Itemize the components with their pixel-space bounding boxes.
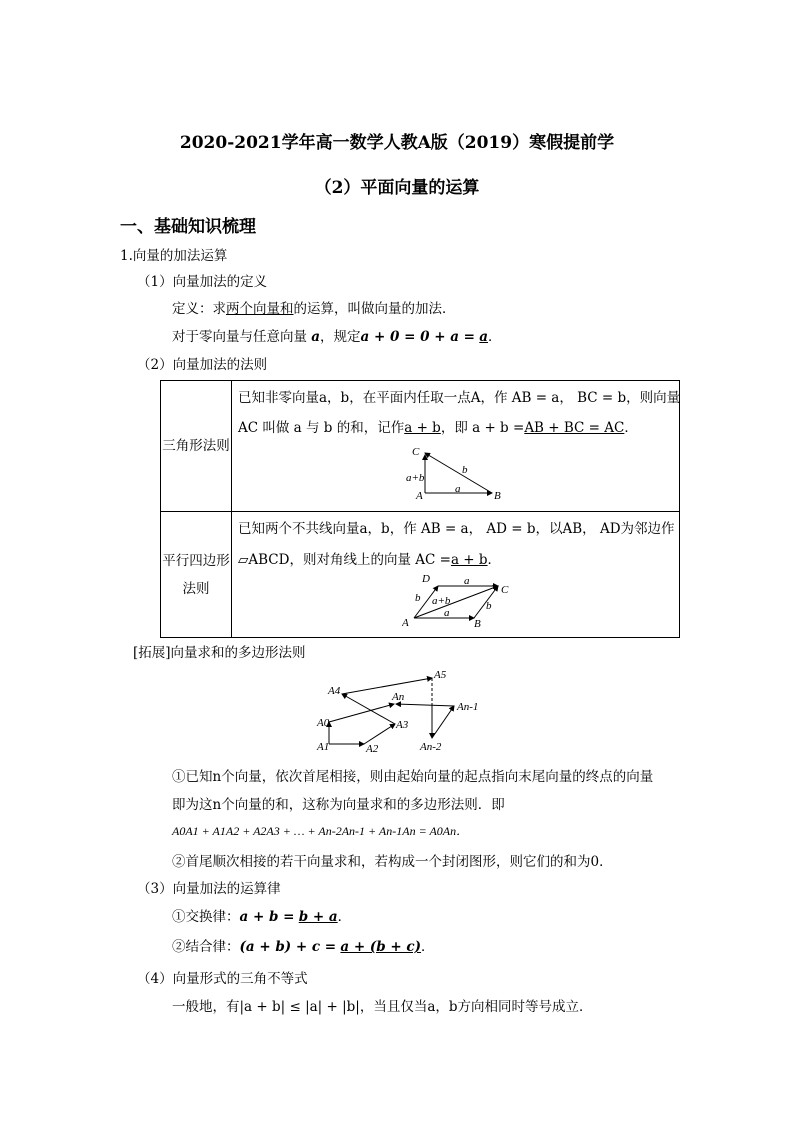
triangle-rule-line2: AC 叫做 a 与 b 的和，记作a + b，即 a + b =AB + BC = AC． — [238, 420, 638, 436]
polygon-rule-diagram — [312, 664, 487, 756]
zero-answer: a — [479, 329, 489, 345]
extension-heading: [拓展]向量求和的多边形法则 — [133, 645, 306, 661]
subheading-laws: （3）向量加法的运算律 — [137, 881, 281, 897]
triangle-rule-name: 三角形法则 — [161, 381, 232, 512]
label-An: An — [392, 691, 405, 703]
label-A: A — [416, 490, 423, 502]
subheading-rules: （2）向量加法的法则 — [137, 357, 268, 373]
label-b: b — [462, 464, 468, 476]
label-D: D — [422, 574, 430, 585]
subheading-definition: （1）向量加法的定义 — [137, 274, 268, 290]
parallelogram-rule-diagram — [402, 574, 532, 632]
parallelogram-rule-line1: 已知两个不共线向量a，b，作 AB = a， AD = b，以AB， AD为邻边作 — [238, 521, 675, 537]
commutative-law: ①交换律：a + b = b + a． — [172, 909, 352, 925]
label-a: a — [455, 483, 461, 495]
polygon-rule-para1-line1: ①已知n个向量，依次首尾相接，则由起始向量的起点指向末尾向量的终点的向量 — [172, 769, 654, 785]
label-b-left: b — [415, 592, 421, 604]
label-An-2: An-2 — [420, 741, 442, 753]
label-A0: A0 — [317, 717, 330, 729]
label-a-plus-b: a+b — [432, 595, 451, 607]
label-B: B — [474, 618, 481, 630]
parallelogram-rule-line2: ▱ABCD，则对角线上的向量 AC =a + b． — [238, 552, 502, 568]
label-A4: A4 — [328, 685, 341, 697]
triangle-inequality-text: 一般地，有|a + b| ≤ |a| + |b|，当且仅当a，b方向相同时等号成立． — [172, 999, 593, 1015]
polygon-rule-formula: A0A1 + A1A2 + A2A3 + … + An-2An-1 + An-1An = A0An． — [172, 824, 469, 838]
label-A1: A1 — [317, 741, 330, 753]
label-A5: A5 — [434, 669, 447, 681]
label-a-bottom: a — [444, 607, 450, 619]
label-A2: A2 — [366, 743, 379, 755]
label-A3: A3 — [396, 719, 409, 731]
zero-vector-rule: 对于零向量与任意向量 a，规定a + 0 = 0 + a = a． — [172, 329, 502, 345]
label-b-right: b — [486, 600, 492, 612]
label-An-1: An-1 — [457, 701, 479, 713]
triangle-rule-diagram — [382, 441, 522, 507]
label-C: C — [501, 584, 509, 596]
label-a-top: a — [464, 575, 470, 587]
rules-table — [160, 380, 680, 638]
polygon-rule-para2: ②首尾顺次相接的若干向量求和，若构成一个封闭图形，则它们的和为0． — [172, 854, 613, 870]
parallelogram-rule-name: 平行四边形法则 — [161, 512, 232, 638]
label-A: A — [402, 617, 409, 629]
title-line-1: 2020-2021学年高一数学人教A版（2019）寒假提前学 — [179, 133, 615, 153]
item-heading: 1.向量的加法运算 — [120, 248, 228, 264]
definition-blank: 两个向量和 — [226, 301, 294, 317]
associative-law: ②结合律：(a + b) + c = a + (b + c)． — [172, 939, 435, 955]
label-C: C — [412, 446, 420, 458]
section-heading: 一、基础知识梳理 — [120, 217, 256, 237]
definition-text: 定义：求两个向量和的运算，叫做向量的加法． — [172, 301, 456, 317]
subheading-triangle-inequality: （4）向量形式的三角不等式 — [137, 971, 308, 987]
polygon-rule-para1-line2: 即为这n个向量的和，这称为向量求和的多边形法则．即 — [172, 797, 505, 813]
label-B: B — [494, 490, 501, 502]
label-a-plus-b: a+b — [406, 472, 425, 484]
triangle-rule-line1: 已知非零向量a，b，在平面内任取一点A，作 AB = a， BC = b，则向量 — [238, 390, 681, 406]
title-line-2: （2）平面向量的运算 — [314, 178, 480, 198]
